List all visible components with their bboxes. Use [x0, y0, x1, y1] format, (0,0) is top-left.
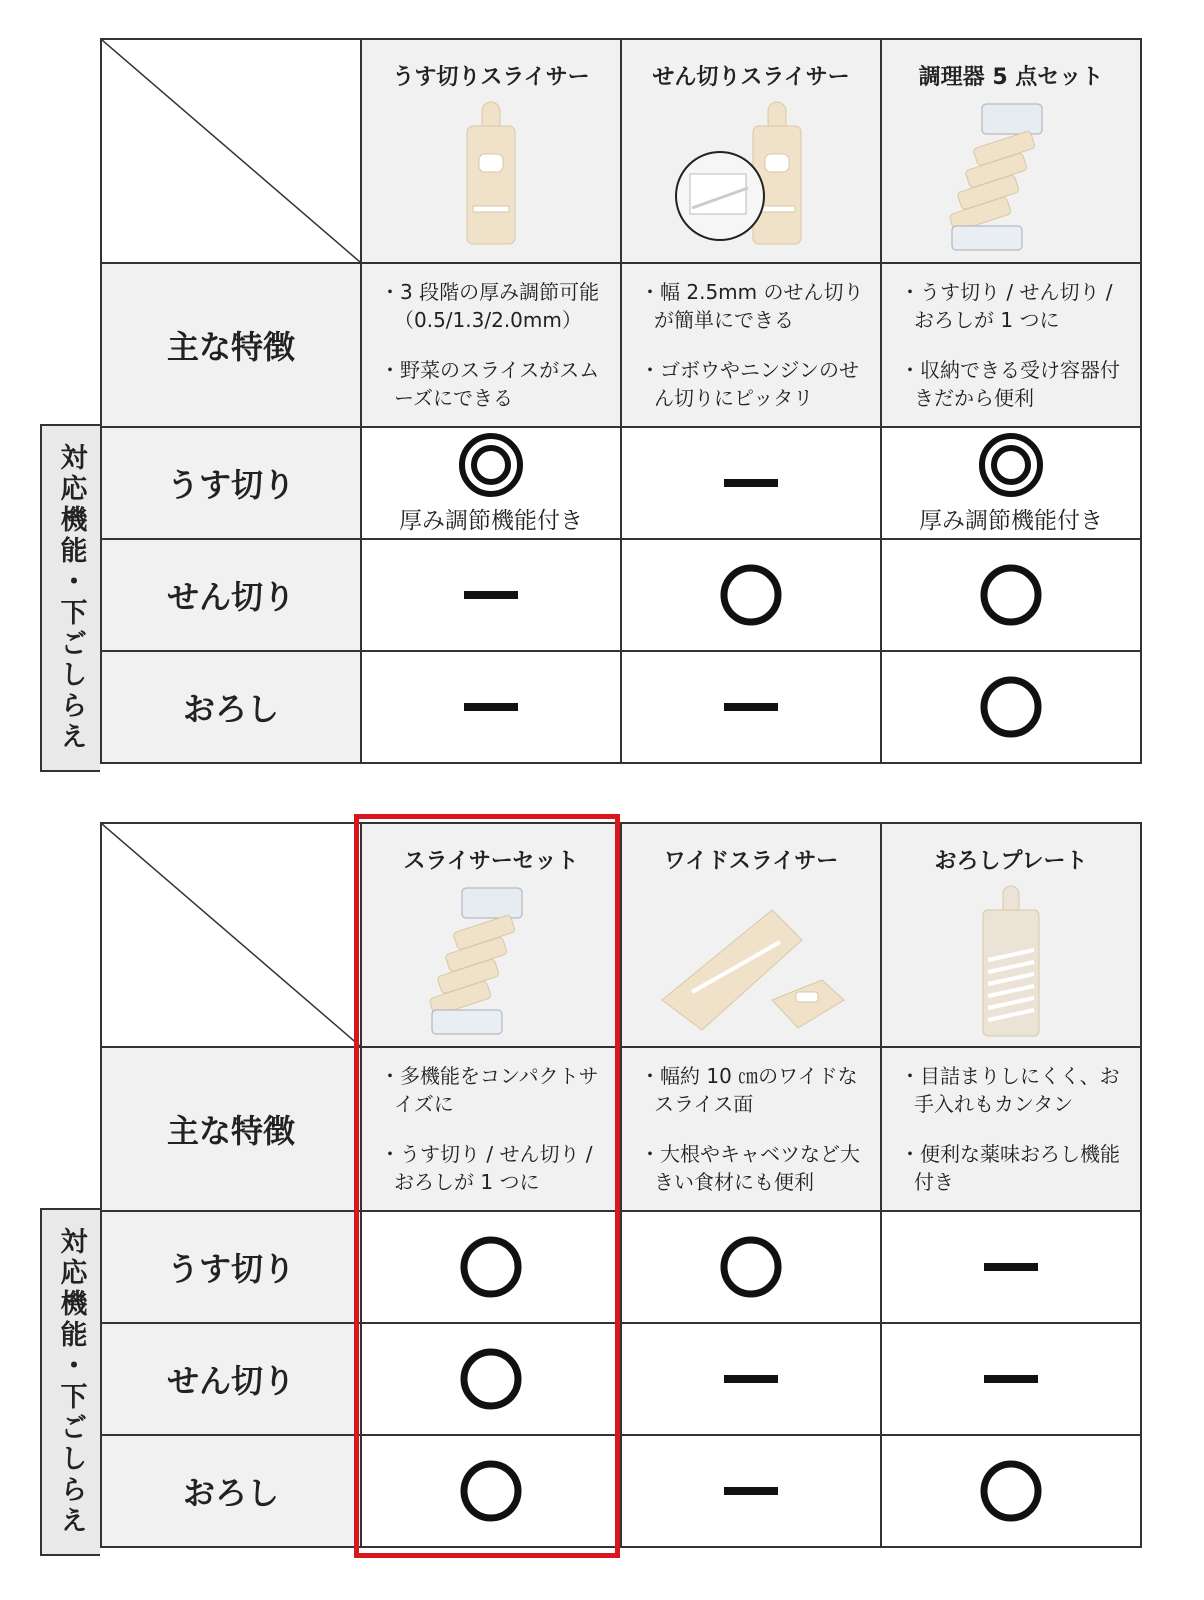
- support-cell: [881, 1323, 1141, 1435]
- side-label: [40, 1208, 100, 1556]
- double-circle-icon: [978, 432, 1044, 498]
- product-header: [621, 39, 881, 263]
- feature-text: ・ゴボウやニンジンのせん切りにピッタリ: [640, 358, 859, 410]
- dash-icon: [718, 700, 784, 714]
- circle-icon: [718, 562, 784, 628]
- features-row: [101, 1047, 1141, 1211]
- support-cell: [881, 1435, 1141, 1547]
- product-header: [361, 39, 621, 263]
- product-name: スライサーセット: [403, 849, 579, 874]
- product-header-row: [101, 823, 1141, 1047]
- product-name: ワイドスライサー: [663, 849, 839, 874]
- function-row-thin: [101, 427, 1141, 539]
- highlight-frame: [354, 814, 620, 1558]
- function-row-thin: [101, 1211, 1141, 1323]
- feature-text: ・大根やキャベツなど大きい食材にも便利: [640, 1142, 860, 1194]
- product-name: おろしプレート: [934, 849, 1088, 874]
- support-note: 厚み調節機能付き: [919, 507, 1103, 534]
- feature-text: ・3 段階の厚み調節可能（0.5/1.3/2.0mm）: [380, 280, 600, 332]
- row-label-grate: おろし: [101, 651, 361, 763]
- product-header-row: [101, 39, 1141, 263]
- features-row: [101, 263, 1141, 427]
- comparison-table-1: [0, 30, 1204, 770]
- product-name: うす切りスライサー: [392, 65, 590, 90]
- dash-icon: [458, 700, 524, 714]
- product-header: [621, 823, 881, 1047]
- product-header: [881, 823, 1141, 1047]
- five-piece-set-icon: [882, 96, 1140, 256]
- support-cell: [881, 427, 1141, 539]
- feature-cell: [361, 263, 621, 427]
- support-cell: [621, 651, 881, 763]
- support-cell: [621, 1211, 881, 1323]
- comparison-grid: [100, 38, 1142, 764]
- support-cell: [621, 539, 881, 651]
- support-cell: [621, 427, 881, 539]
- dash-icon: [978, 1260, 1044, 1274]
- side-label-text: 対応機能・下ごしらえ: [55, 1227, 87, 1537]
- support-cell: [881, 651, 1141, 763]
- feature-text: ・うす切り / せん切り / おろしが 1 つに: [380, 1142, 593, 1194]
- feature-text: ・幅約 10 ㎝のワイドなスライス面: [640, 1064, 858, 1116]
- product-name: 調理器 5 点セット: [918, 65, 1104, 90]
- row-label-grate: おろし: [101, 1435, 361, 1547]
- wide-slicer-icon: [622, 880, 880, 1040]
- function-row-julienne: [101, 1323, 1141, 1435]
- product-header: [881, 39, 1141, 263]
- comparison-table-2: [0, 814, 1204, 1554]
- diagonal-line: [102, 40, 360, 262]
- feature-text: ・目詰まりしにくく、お手入れもカンタン: [900, 1064, 1120, 1116]
- row-label-julienne: せん切り: [101, 539, 361, 651]
- julienne-slicer-icon: [622, 96, 880, 256]
- row-label-thin: うす切り: [101, 1211, 361, 1323]
- corner-cell: [101, 39, 361, 263]
- row-label-features: 主な特徴: [101, 1047, 361, 1211]
- feature-text: ・うす切り / せん切り / おろしが 1 つに: [900, 280, 1113, 332]
- row-label-features: 主な特徴: [101, 263, 361, 427]
- comparison-grid: [100, 822, 1142, 1548]
- dash-icon: [718, 1372, 784, 1386]
- dash-icon: [978, 1372, 1044, 1386]
- support-note: 厚み調節機能付き: [399, 507, 583, 534]
- side-label-text: 対応機能・下ごしらえ: [55, 443, 87, 753]
- row-label-julienne: せん切り: [101, 1323, 361, 1435]
- dash-icon: [458, 588, 524, 602]
- grater-plate-icon: [882, 880, 1140, 1040]
- feature-cell: [621, 263, 881, 427]
- circle-icon: [978, 1458, 1044, 1524]
- circle-icon: [978, 562, 1044, 628]
- feature-cell: [881, 263, 1141, 427]
- circle-icon: [978, 674, 1044, 740]
- product-name: せん切りスライサー: [652, 65, 850, 90]
- support-cell: [361, 427, 621, 539]
- function-row-grate: [101, 651, 1141, 763]
- feature-text: ・幅 2.5mm のせん切りが簡単にできる: [640, 280, 864, 332]
- support-cell: [621, 1435, 881, 1547]
- diagonal-line: [102, 824, 360, 1046]
- circle-icon: [718, 1234, 784, 1300]
- feature-cell: [621, 1047, 881, 1211]
- feature-cell: [881, 1047, 1141, 1211]
- support-cell: [621, 1323, 881, 1435]
- support-cell: [361, 651, 621, 763]
- feature-text: ・野菜のスライスがスムーズにできる: [380, 358, 600, 410]
- row-label-thin: うす切り: [101, 427, 361, 539]
- feature-text: ・便利な薬味おろし機能付き: [900, 1142, 1120, 1194]
- thin-slicer-icon: [362, 96, 620, 256]
- support-cell: [361, 539, 621, 651]
- dash-icon: [718, 1484, 784, 1498]
- double-circle-icon: [458, 432, 524, 498]
- side-label: [40, 424, 100, 772]
- function-row-julienne: [101, 539, 1141, 651]
- function-row-grate: [101, 1435, 1141, 1547]
- support-cell: [881, 1211, 1141, 1323]
- support-cell: [881, 539, 1141, 651]
- corner-cell: [101, 823, 361, 1047]
- feature-text: ・多機能をコンパクトサイズに: [380, 1064, 599, 1116]
- dash-icon: [718, 476, 784, 490]
- feature-text: ・収納できる受け容器付きだから便利: [900, 358, 1120, 410]
